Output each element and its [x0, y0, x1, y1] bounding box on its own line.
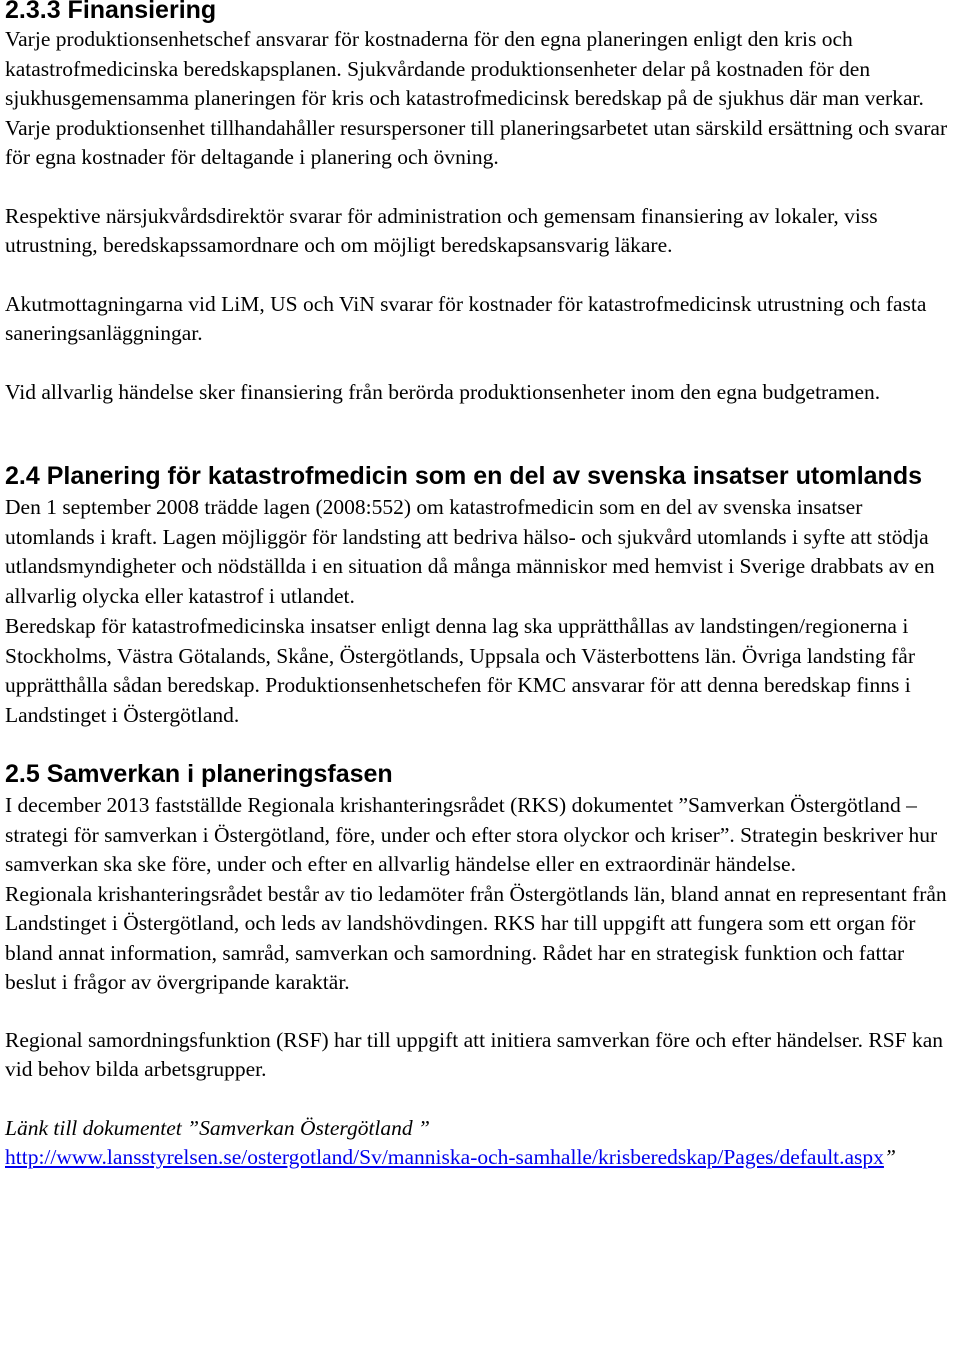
paragraph: Vid allvarlig händelse sker finansiering från berörda produktionsenheter inom den egna budgetramen.	[5, 379, 881, 404]
paragraph: Den 1 september 2008 trädde lagen (2008:552) om katastrofmedicin som en del av svenska insatser utomlands i kraft. Lagen möjliggör för landsting att bedriva hälso- och sjukvård utomlands i syfte att stödja utlandsmyndigheter och nödställda i en situation då många människor med hemvist i Sverige drabbats av en allvarlig olycka eller katastrof i utlandet.	[5, 495, 935, 608]
link-trailing-quote: ”	[883, 1145, 896, 1169]
paragraph: Regional samordningsfunktion (RSF) har till uppgift att initiera samverkan före och efter händelser. RSF kan vid behov bilda arbetsgrupper.	[5, 1027, 944, 1081]
document-page	[5, 0, 957, 1173]
document-link[interactable]: http://www.lansstyrelsen.se/ostergotland/Sv/manniska-och-samhalle/krisberedskap/Pages/default.aspx	[5, 1145, 884, 1169]
paragraph: Akutmottagningarna vid LiM, US och ViN svarar för kostnader för katastrofmedicinsk utrustning och fasta saneringsanläggningar.	[5, 291, 927, 345]
paragraph: Regionala krishanteringsrådet består av tio ledamöter från Östergötlands län, bland annat en representant från Landstinget i Östergötland, och leds av landshövdingen. RKS har till uppgift att fungera som ett organ för bland annat information, samråd, samverkan och samordning. Rådet har en strategisk funktion och fattar beslut i frågor av övergripande karaktär.	[5, 881, 947, 994]
paragraph: I december 2013 fastställde Regionala krishanteringsrådet (RKS) dokumentet ”Samverkan Östergötland – strategi för samverkan i Östergötland, före, under och efter stora olyckor och kriser”. Strategin beskriver hur samverkan ska ske före, under och efter en allvarlig händelse eller en extraordinär händelse.	[5, 793, 938, 876]
paragraph: Beredskap för katastrofmedicinska insatser enligt denna lag ska upprätthållas av landstingen/regionerna i Stockholms, Västra Götalands, Skåne, Östergötlands, Uppsala och Västerbottens län. Övriga landsting får upprätthålla sådan beredskap. Produktionsenhetschefen för KMC ansvarar för att denna beredskap finns i Landstinget i Östergötland.	[5, 614, 916, 727]
paragraph: Varje produktionsenhetschef ansvarar för kostnaderna för den egna planeringen enligt den kris och katastrofmedicinska beredskapsplanen. Sjukvårdande produktionsenheter delar på kostnaden för den sjukhusgemensamma planeringen för kris och katastrofmedicinsk beredskap på de sjukhus där man verkar. Varje produktionsenhet tillhandahåller resurspersoner till planeringsarbetet utan särskild ersättning och svarar för egna kostnader för deltagande i planering och övning.	[5, 27, 948, 169]
link-label: Länk till dokumentet ”Samverkan Östergötland ”	[5, 1115, 430, 1140]
section-heading-finansiering: 2.3.3 Finansiering	[5, 0, 217, 24]
paragraph: Respektive närsjukvårdsdirektör svarar för administration och gemensam finansiering av lokaler, viss utrustning, beredskapssamordnare och om möjligt beredskapsansvarig läkare.	[5, 203, 878, 257]
link-paragraph	[5, 1143, 957, 1173]
section-heading-utomlands: 2.4 Planering för katastrofmedicin som en del av svenska insatser utomlands	[5, 462, 922, 490]
section-heading-samverkan: 2.5 Samverkan i planeringsfasen	[5, 760, 393, 788]
